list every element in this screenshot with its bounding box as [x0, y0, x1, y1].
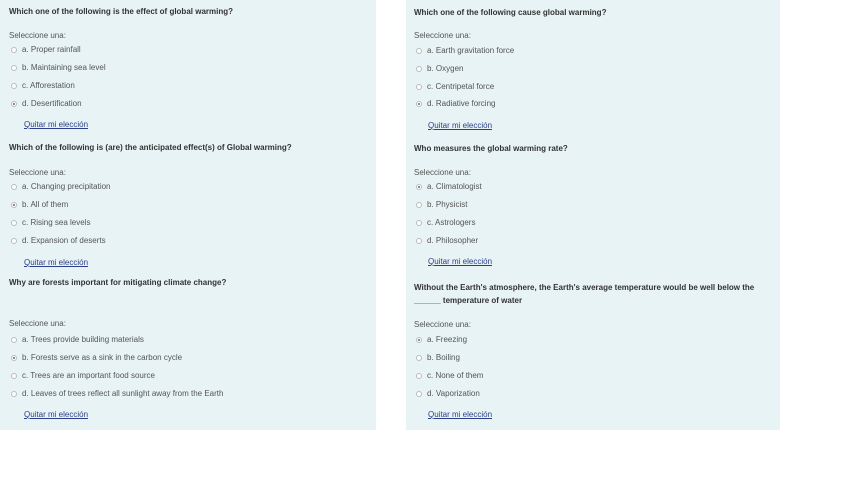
- option-label: b. All of them: [22, 200, 69, 209]
- option-label: d. Vaporization: [427, 389, 480, 398]
- radio-button[interactable]: [416, 48, 422, 54]
- select-prompt: Seleccione una:: [9, 319, 66, 328]
- option-b[interactable]: [11, 63, 106, 72]
- option-d[interactable]: [11, 99, 82, 108]
- radio-button[interactable]: [416, 202, 422, 208]
- option-d[interactable]: [416, 236, 478, 245]
- option-b[interactable]: [416, 353, 460, 362]
- option-a[interactable]: [11, 182, 111, 191]
- question-card-5: [0, 272, 376, 430]
- option-label: d. Radiative forcing: [427, 99, 496, 108]
- option-d[interactable]: [416, 389, 480, 398]
- option-label: d. Desertification: [22, 99, 82, 108]
- radio-button[interactable]: [416, 355, 422, 361]
- option-d[interactable]: [11, 236, 106, 245]
- clear-selection-link[interactable]: Quitar mi elección: [428, 410, 493, 419]
- option-label: c. Centripetal force: [427, 82, 495, 91]
- radio-button[interactable]: [416, 66, 422, 72]
- select-prompt: Seleccione una:: [9, 31, 66, 40]
- radio-button-selected[interactable]: [416, 337, 422, 343]
- option-label: a. Trees provide building materials: [22, 335, 144, 344]
- option-b[interactable]: [11, 353, 182, 362]
- radio-button[interactable]: [11, 83, 17, 89]
- option-c[interactable]: [416, 371, 483, 380]
- question-text-line-1: Without the Earth's atmosphere, the Earth's average temperature would be well below the: [414, 283, 755, 292]
- option-label: a. Changing precipitation: [22, 182, 111, 191]
- question-text: Which one of the following is the effect of global warming?: [9, 7, 233, 16]
- radio-button-selected[interactable]: [11, 355, 17, 361]
- option-label: a. Freezing: [427, 335, 468, 344]
- option-label: a. Earth gravitation force: [427, 46, 515, 55]
- option-c[interactable]: [11, 218, 90, 227]
- option-c[interactable]: [416, 218, 475, 227]
- option-d[interactable]: [416, 99, 495, 108]
- radio-button[interactable]: [416, 238, 422, 244]
- option-a[interactable]: [11, 45, 81, 54]
- radio-button[interactable]: [11, 184, 17, 190]
- option-label: b. Forests serve as a sink in the carbon cycle: [22, 353, 183, 362]
- question-text: Why are forests important for mitigating climate change?: [9, 278, 227, 287]
- clear-selection-link[interactable]: Quitar mi elección: [24, 258, 89, 267]
- question-text: Which one of the following cause global warming?: [414, 8, 607, 17]
- clear-selection-link[interactable]: Quitar mi elección: [24, 120, 89, 129]
- radio-button[interactable]: [416, 373, 422, 379]
- radio-button[interactable]: [11, 47, 17, 53]
- radio-button[interactable]: [11, 391, 17, 397]
- option-label: d. Expansion of deserts: [22, 236, 106, 245]
- option-label: d. Philosopher: [427, 236, 479, 245]
- option-label: a. Proper rainfall: [22, 45, 81, 54]
- option-b[interactable]: [416, 64, 463, 73]
- option-a[interactable]: [416, 46, 514, 55]
- option-a[interactable]: [416, 182, 482, 191]
- option-label: b. Oxygen: [427, 64, 464, 73]
- option-a[interactable]: [11, 335, 144, 344]
- option-a[interactable]: [416, 335, 467, 344]
- clear-selection-link[interactable]: Quitar mi elección: [24, 410, 89, 419]
- radio-button[interactable]: [416, 84, 422, 90]
- radio-button[interactable]: [11, 373, 17, 379]
- question-text: Who measures the global warming rate?: [414, 144, 568, 153]
- radio-button[interactable]: [11, 65, 17, 71]
- option-b[interactable]: [416, 200, 467, 209]
- option-d[interactable]: [11, 389, 223, 398]
- select-prompt: Seleccione una:: [414, 31, 471, 40]
- option-label: b. Boiling: [427, 353, 460, 362]
- radio-button[interactable]: [11, 220, 17, 226]
- radio-button-selected[interactable]: [11, 202, 17, 208]
- option-c[interactable]: [11, 371, 155, 380]
- clear-selection-link[interactable]: Quitar mi elección: [428, 257, 493, 266]
- question-text: Which of the following is (are) the anticipated effect(s) of Global warming?: [9, 143, 292, 152]
- radio-button[interactable]: [416, 220, 422, 226]
- option-b[interactable]: [11, 200, 68, 209]
- option-c[interactable]: [11, 81, 75, 90]
- option-label: c. Trees are an important food source: [22, 371, 155, 380]
- option-label: b. Physicist: [427, 200, 468, 209]
- option-label: d. Leaves of trees reflect all sunlight away from the Earth: [22, 389, 224, 398]
- radio-button[interactable]: [11, 238, 17, 244]
- option-c[interactable]: [416, 82, 494, 91]
- select-prompt: Seleccione una:: [414, 320, 471, 329]
- radio-button-selected[interactable]: [416, 184, 422, 190]
- option-label: c. None of them: [427, 371, 484, 380]
- option-label: a. Climatologist: [427, 182, 482, 191]
- radio-button[interactable]: [11, 337, 17, 343]
- option-label: c. Afforestation: [22, 81, 75, 90]
- option-label: b. Maintaining sea level: [22, 63, 106, 72]
- option-label: c. Astrologers: [427, 218, 476, 227]
- radio-button-selected[interactable]: [11, 101, 17, 107]
- radio-button-selected[interactable]: [416, 101, 422, 107]
- clear-selection-link[interactable]: Quitar mi elección: [428, 121, 493, 130]
- option-label: c. Rising sea levels: [22, 218, 91, 227]
- radio-button[interactable]: [416, 391, 422, 397]
- select-prompt: Seleccione una:: [414, 168, 471, 177]
- question-text-line-2: ______ temperature of water: [414, 296, 523, 305]
- select-prompt: Seleccione una:: [9, 168, 66, 177]
